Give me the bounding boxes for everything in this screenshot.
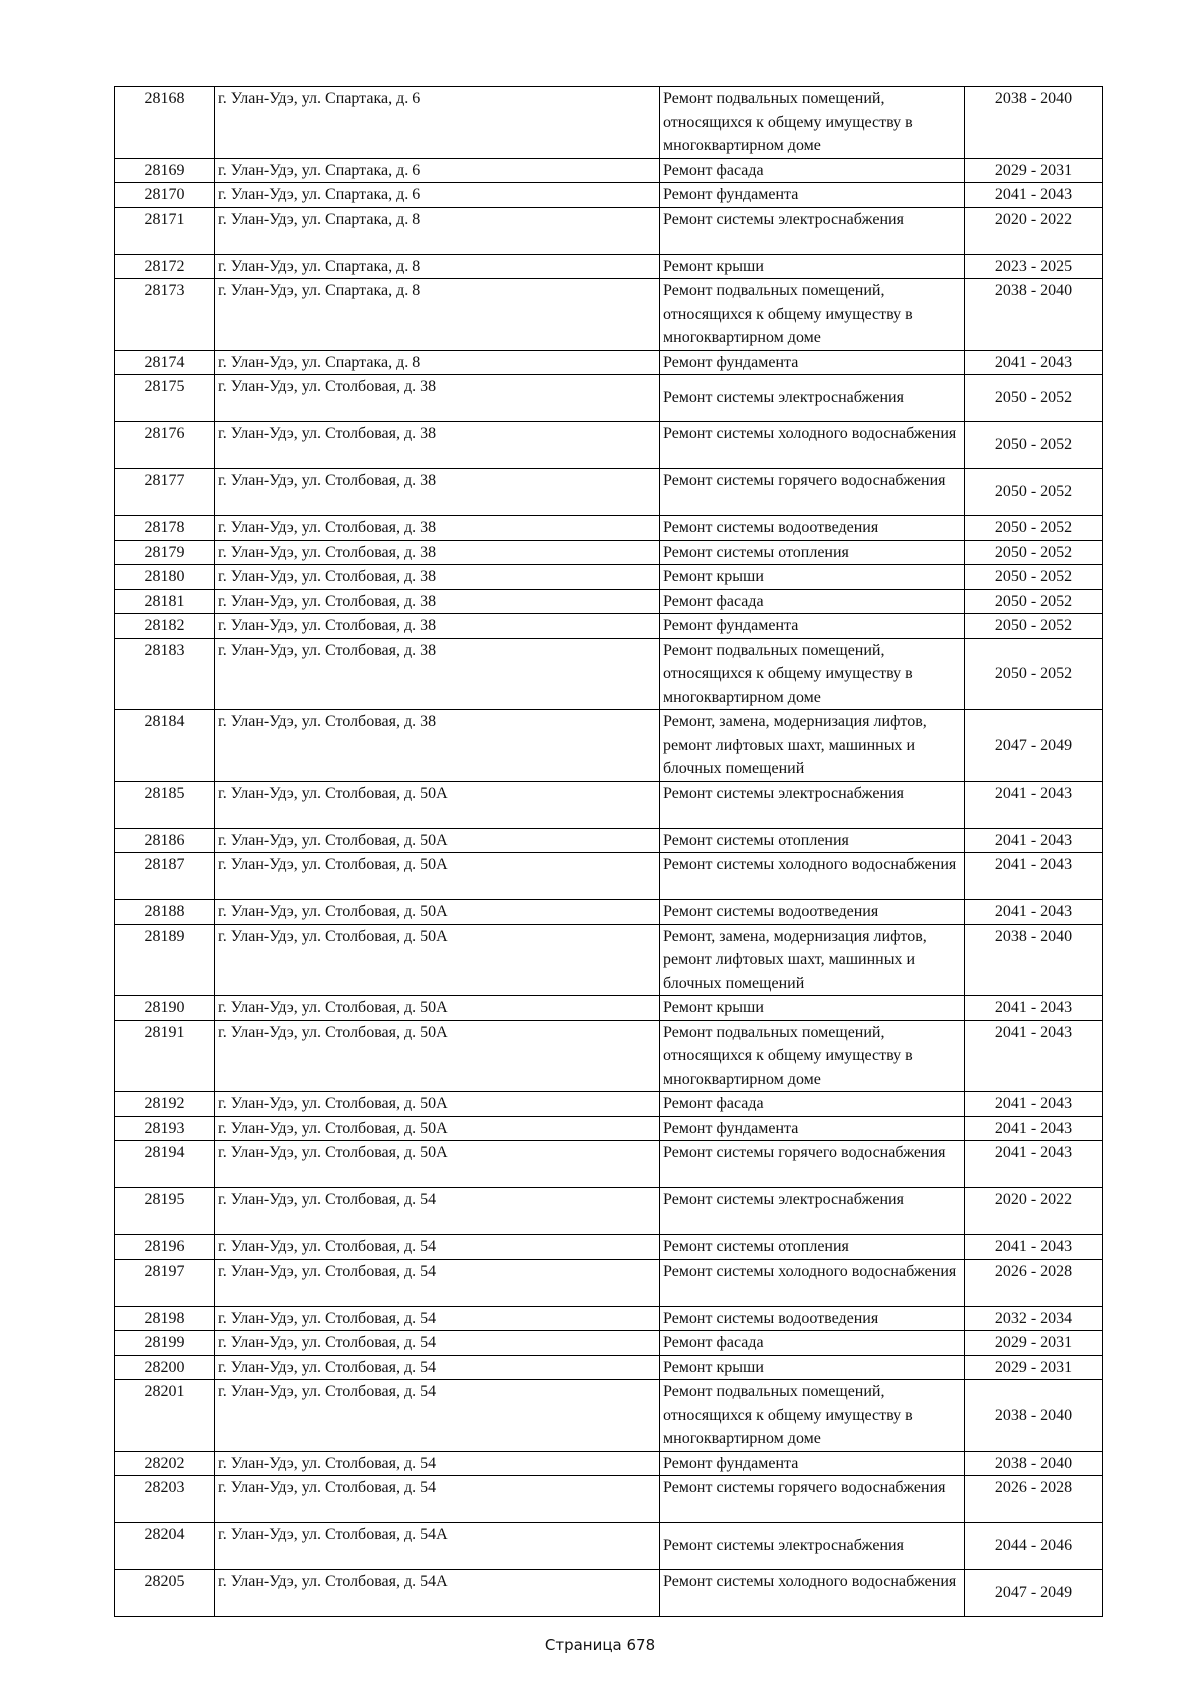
table-row: [115, 710, 1103, 782]
row-id-cell: 28180: [115, 565, 215, 590]
row-address-cell: г. Улан-Удэ, ул. Столбовая, д. 54: [215, 1235, 660, 1260]
row-address-cell: г. Улан-Удэ, ул. Столбовая, д. 50А: [215, 828, 660, 853]
table-row: [115, 1570, 1103, 1617]
row-period-cell: 2041 - 2043: [965, 853, 1103, 900]
repair-schedule-table: [114, 86, 1103, 1617]
table-row: [115, 996, 1103, 1021]
row-work-cell: Ремонт системы отопления: [660, 1235, 965, 1260]
row-period-cell: 2041 - 2043: [965, 1116, 1103, 1141]
row-id-cell: 28192: [115, 1092, 215, 1117]
table-row: [115, 350, 1103, 375]
row-id-cell: 28195: [115, 1188, 215, 1235]
row-address-cell: г. Улан-Удэ, ул. Столбовая, д. 38: [215, 516, 660, 541]
row-address-cell: г. Улан-Удэ, ул. Столбовая, д. 38: [215, 614, 660, 639]
table-row: [115, 828, 1103, 853]
row-work-cell: Ремонт фасада: [660, 589, 965, 614]
row-address-cell: г. Улан-Удэ, ул. Спартака, д. 8: [215, 350, 660, 375]
row-work-cell: Ремонт системы холодного водоснабжения: [660, 1259, 965, 1306]
row-period-cell: 2038 - 2040: [965, 924, 1103, 996]
row-id-cell: 28170: [115, 183, 215, 208]
row-work-cell: Ремонт системы электроснабжения: [660, 207, 965, 254]
row-address-cell: г. Улан-Удэ, ул. Столбовая, д. 54: [215, 1306, 660, 1331]
table-row: [115, 900, 1103, 925]
row-period-cell: 2047 - 2049: [965, 1570, 1103, 1617]
table-row: [115, 87, 1103, 159]
table-row: [115, 1355, 1103, 1380]
row-id-cell: 28177: [115, 469, 215, 516]
table-row: [115, 638, 1103, 710]
table-row: [115, 1116, 1103, 1141]
row-period-cell: 2041 - 2043: [965, 1235, 1103, 1260]
row-id-cell: 28175: [115, 375, 215, 422]
row-id-cell: 28202: [115, 1451, 215, 1476]
table-row: [115, 853, 1103, 900]
row-address-cell: г. Улан-Удэ, ул. Столбовая, д. 50А: [215, 853, 660, 900]
row-id-cell: 28174: [115, 350, 215, 375]
row-work-cell: Ремонт системы холодного водоснабжения: [660, 1570, 965, 1617]
table-row: [115, 422, 1103, 469]
row-id-cell: 28191: [115, 1020, 215, 1092]
table-row: [115, 1523, 1103, 1570]
table-row: [115, 1331, 1103, 1356]
row-address-cell: г. Улан-Удэ, ул. Столбовая, д. 50А: [215, 1020, 660, 1092]
row-address-cell: г. Улан-Удэ, ул. Столбовая, д. 38: [215, 710, 660, 782]
row-period-cell: 2038 - 2040: [965, 1451, 1103, 1476]
row-period-cell: 2026 - 2028: [965, 1476, 1103, 1523]
row-address-cell: г. Улан-Удэ, ул. Столбовая, д. 50А: [215, 1092, 660, 1117]
table-row: [115, 1188, 1103, 1235]
row-period-cell: 2041 - 2043: [965, 350, 1103, 375]
table-row: [115, 614, 1103, 639]
row-period-cell: 2020 - 2022: [965, 1188, 1103, 1235]
table-row: [115, 516, 1103, 541]
row-address-cell: г. Улан-Удэ, ул. Столбовая, д. 50А: [215, 996, 660, 1021]
row-id-cell: 28181: [115, 589, 215, 614]
row-period-cell: 2041 - 2043: [965, 183, 1103, 208]
row-address-cell: г. Улан-Удэ, ул. Столбовая, д. 54: [215, 1355, 660, 1380]
row-address-cell: г. Улан-Удэ, ул. Столбовая, д. 38: [215, 469, 660, 516]
table-row: [115, 589, 1103, 614]
row-period-cell: 2038 - 2040: [965, 1380, 1103, 1452]
row-period-cell: 2050 - 2052: [965, 565, 1103, 590]
row-work-cell: Ремонт подвальных помещений, относящихся к общему имуществу в многоквартирном доме: [660, 279, 965, 351]
row-id-cell: 28172: [115, 254, 215, 279]
row-work-cell: Ремонт системы электроснабжения: [660, 1523, 965, 1570]
row-id-cell: 28200: [115, 1355, 215, 1380]
row-period-cell: 2038 - 2040: [965, 279, 1103, 351]
row-address-cell: г. Улан-Удэ, ул. Столбовая, д. 54: [215, 1451, 660, 1476]
row-period-cell: 2050 - 2052: [965, 469, 1103, 516]
row-period-cell: 2041 - 2043: [965, 1020, 1103, 1092]
row-address-cell: г. Улан-Удэ, ул. Столбовая, д. 50А: [215, 924, 660, 996]
row-work-cell: Ремонт, замена, модернизация лифтов, ремонт лифтовых шахт, машинных и блочных помещений: [660, 924, 965, 996]
row-period-cell: 2032 - 2034: [965, 1306, 1103, 1331]
row-id-cell: 28169: [115, 158, 215, 183]
row-address-cell: г. Улан-Удэ, ул. Столбовая, д. 50А: [215, 900, 660, 925]
row-period-cell: 2023 - 2025: [965, 254, 1103, 279]
row-id-cell: 28171: [115, 207, 215, 254]
row-address-cell: г. Улан-Удэ, ул. Столбовая, д. 50А: [215, 781, 660, 828]
row-work-cell: Ремонт системы отопления: [660, 540, 965, 565]
row-address-cell: г. Улан-Удэ, ул. Спартака, д. 6: [215, 183, 660, 208]
table-row: [115, 469, 1103, 516]
row-work-cell: Ремонт крыши: [660, 1355, 965, 1380]
row-id-cell: 28176: [115, 422, 215, 469]
table-row: [115, 565, 1103, 590]
row-address-cell: г. Улан-Удэ, ул. Столбовая, д. 54А: [215, 1523, 660, 1570]
row-work-cell: Ремонт фасада: [660, 1092, 965, 1117]
row-address-cell: г. Улан-Удэ, ул. Столбовая, д. 54: [215, 1259, 660, 1306]
row-work-cell: Ремонт системы водоотведения: [660, 516, 965, 541]
row-work-cell: Ремонт фундамента: [660, 1116, 965, 1141]
row-id-cell: 28184: [115, 710, 215, 782]
row-id-cell: 28198: [115, 1306, 215, 1331]
row-id-cell: 28190: [115, 996, 215, 1021]
table-row: [115, 540, 1103, 565]
row-id-cell: 28188: [115, 900, 215, 925]
row-id-cell: 28189: [115, 924, 215, 996]
row-address-cell: г. Улан-Удэ, ул. Столбовая, д. 38: [215, 565, 660, 590]
table-row: [115, 279, 1103, 351]
row-period-cell: 2050 - 2052: [965, 422, 1103, 469]
row-address-cell: г. Улан-Удэ, ул. Столбовая, д. 38: [215, 422, 660, 469]
row-address-cell: г. Улан-Удэ, ул. Столбовая, д. 50А: [215, 1116, 660, 1141]
table-row: [115, 207, 1103, 254]
row-id-cell: 28186: [115, 828, 215, 853]
row-work-cell: Ремонт фундамента: [660, 1451, 965, 1476]
row-id-cell: 28199: [115, 1331, 215, 1356]
row-period-cell: 2041 - 2043: [965, 1141, 1103, 1188]
row-address-cell: г. Улан-Удэ, ул. Столбовая, д. 54: [215, 1188, 660, 1235]
row-address-cell: г. Улан-Удэ, ул. Столбовая, д. 38: [215, 589, 660, 614]
row-work-cell: Ремонт системы холодного водоснабжения: [660, 853, 965, 900]
row-period-cell: 2041 - 2043: [965, 900, 1103, 925]
row-work-cell: Ремонт фундамента: [660, 614, 965, 639]
row-work-cell: Ремонт системы холодного водоснабжения: [660, 422, 965, 469]
row-period-cell: 2038 - 2040: [965, 87, 1103, 159]
row-period-cell: 2044 - 2046: [965, 1523, 1103, 1570]
row-work-cell: Ремонт системы электроснабжения: [660, 781, 965, 828]
table-row: [115, 183, 1103, 208]
table-row: [115, 1141, 1103, 1188]
row-address-cell: г. Улан-Удэ, ул. Столбовая, д. 38: [215, 638, 660, 710]
row-id-cell: 28201: [115, 1380, 215, 1452]
row-work-cell: Ремонт подвальных помещений, относящихся к общему имуществу в многоквартирном доме: [660, 1380, 965, 1452]
row-id-cell: 28196: [115, 1235, 215, 1260]
row-address-cell: г. Улан-Удэ, ул. Спартака, д. 6: [215, 158, 660, 183]
row-work-cell: Ремонт фундамента: [660, 350, 965, 375]
table-row: [115, 375, 1103, 422]
table-row: [115, 1235, 1103, 1260]
row-work-cell: Ремонт системы горячего водоснабжения: [660, 469, 965, 516]
row-id-cell: 28179: [115, 540, 215, 565]
row-address-cell: г. Улан-Удэ, ул. Столбовая, д. 38: [215, 540, 660, 565]
row-work-cell: Ремонт системы электроснабжения: [660, 375, 965, 422]
row-period-cell: 2050 - 2052: [965, 589, 1103, 614]
table-body: [115, 87, 1103, 1617]
row-work-cell: Ремонт фасада: [660, 158, 965, 183]
row-address-cell: г. Улан-Удэ, ул. Столбовая, д. 54: [215, 1331, 660, 1356]
row-address-cell: г. Улан-Удэ, ул. Столбовая, д. 54: [215, 1476, 660, 1523]
row-work-cell: Ремонт подвальных помещений, относящихся к общему имуществу в многоквартирном доме: [660, 638, 965, 710]
row-work-cell: Ремонт подвальных помещений, относящихся к общему имуществу в многоквартирном доме: [660, 87, 965, 159]
table-row: [115, 158, 1103, 183]
table-row: [115, 1380, 1103, 1452]
row-period-cell: 2050 - 2052: [965, 516, 1103, 541]
row-work-cell: Ремонт фасада: [660, 1331, 965, 1356]
row-id-cell: 28203: [115, 1476, 215, 1523]
row-address-cell: г. Улан-Удэ, ул. Столбовая, д. 38: [215, 375, 660, 422]
table-row: [115, 1451, 1103, 1476]
table-row: [115, 924, 1103, 996]
row-id-cell: 28182: [115, 614, 215, 639]
row-work-cell: Ремонт системы отопления: [660, 828, 965, 853]
row-period-cell: 2020 - 2022: [965, 207, 1103, 254]
row-id-cell: 28205: [115, 1570, 215, 1617]
row-work-cell: Ремонт системы горячего водоснабжения: [660, 1141, 965, 1188]
row-work-cell: Ремонт крыши: [660, 254, 965, 279]
row-id-cell: 28204: [115, 1523, 215, 1570]
row-id-cell: 28185: [115, 781, 215, 828]
table-row: [115, 1306, 1103, 1331]
row-work-cell: Ремонт крыши: [660, 565, 965, 590]
row-address-cell: г. Улан-Удэ, ул. Спартака, д. 8: [215, 279, 660, 351]
table-row: [115, 1476, 1103, 1523]
row-address-cell: г. Улан-Удэ, ул. Спартака, д. 6: [215, 87, 660, 159]
row-id-cell: 28178: [115, 516, 215, 541]
row-id-cell: 28168: [115, 87, 215, 159]
row-id-cell: 28187: [115, 853, 215, 900]
row-period-cell: 2041 - 2043: [965, 781, 1103, 828]
row-id-cell: 28183: [115, 638, 215, 710]
row-period-cell: 2029 - 2031: [965, 158, 1103, 183]
row-work-cell: Ремонт фундамента: [660, 183, 965, 208]
row-work-cell: Ремонт, замена, модернизация лифтов, ремонт лифтовых шахт, машинных и блочных помещений: [660, 710, 965, 782]
row-period-cell: 2026 - 2028: [965, 1259, 1103, 1306]
page-number: Страница 678: [544, 1636, 656, 1654]
row-period-cell: 2029 - 2031: [965, 1331, 1103, 1356]
row-address-cell: г. Улан-Удэ, ул. Спартака, д. 8: [215, 207, 660, 254]
table-row: [115, 781, 1103, 828]
row-address-cell: г. Улан-Удэ, ул. Столбовая, д. 50А: [215, 1141, 660, 1188]
row-period-cell: 2050 - 2052: [965, 540, 1103, 565]
table-row: [115, 254, 1103, 279]
row-address-cell: г. Улан-Удэ, ул. Спартака, д. 8: [215, 254, 660, 279]
row-work-cell: Ремонт системы водоотведения: [660, 1306, 965, 1331]
row-id-cell: 28193: [115, 1116, 215, 1141]
row-work-cell: Ремонт системы горячего водоснабжения: [660, 1476, 965, 1523]
row-id-cell: 28173: [115, 279, 215, 351]
row-period-cell: 2050 - 2052: [965, 638, 1103, 710]
row-period-cell: 2029 - 2031: [965, 1355, 1103, 1380]
row-work-cell: Ремонт подвальных помещений, относящихся к общему имуществу в многоквартирном доме: [660, 1020, 965, 1092]
row-id-cell: 28197: [115, 1259, 215, 1306]
row-address-cell: г. Улан-Удэ, ул. Столбовая, д. 54А: [215, 1570, 660, 1617]
row-work-cell: Ремонт крыши: [660, 996, 965, 1021]
table-row: [115, 1092, 1103, 1117]
row-id-cell: 28194: [115, 1141, 215, 1188]
row-period-cell: 2050 - 2052: [965, 375, 1103, 422]
row-period-cell: 2041 - 2043: [965, 828, 1103, 853]
row-period-cell: 2041 - 2043: [965, 1092, 1103, 1117]
row-address-cell: г. Улан-Удэ, ул. Столбовая, д. 54: [215, 1380, 660, 1452]
table-row: [115, 1020, 1103, 1092]
row-work-cell: Ремонт системы водоотведения: [660, 900, 965, 925]
row-period-cell: 2041 - 2043: [965, 996, 1103, 1021]
row-period-cell: 2047 - 2049: [965, 710, 1103, 782]
row-period-cell: 2050 - 2052: [965, 614, 1103, 639]
table-row: [115, 1259, 1103, 1306]
row-work-cell: Ремонт системы электроснабжения: [660, 1188, 965, 1235]
